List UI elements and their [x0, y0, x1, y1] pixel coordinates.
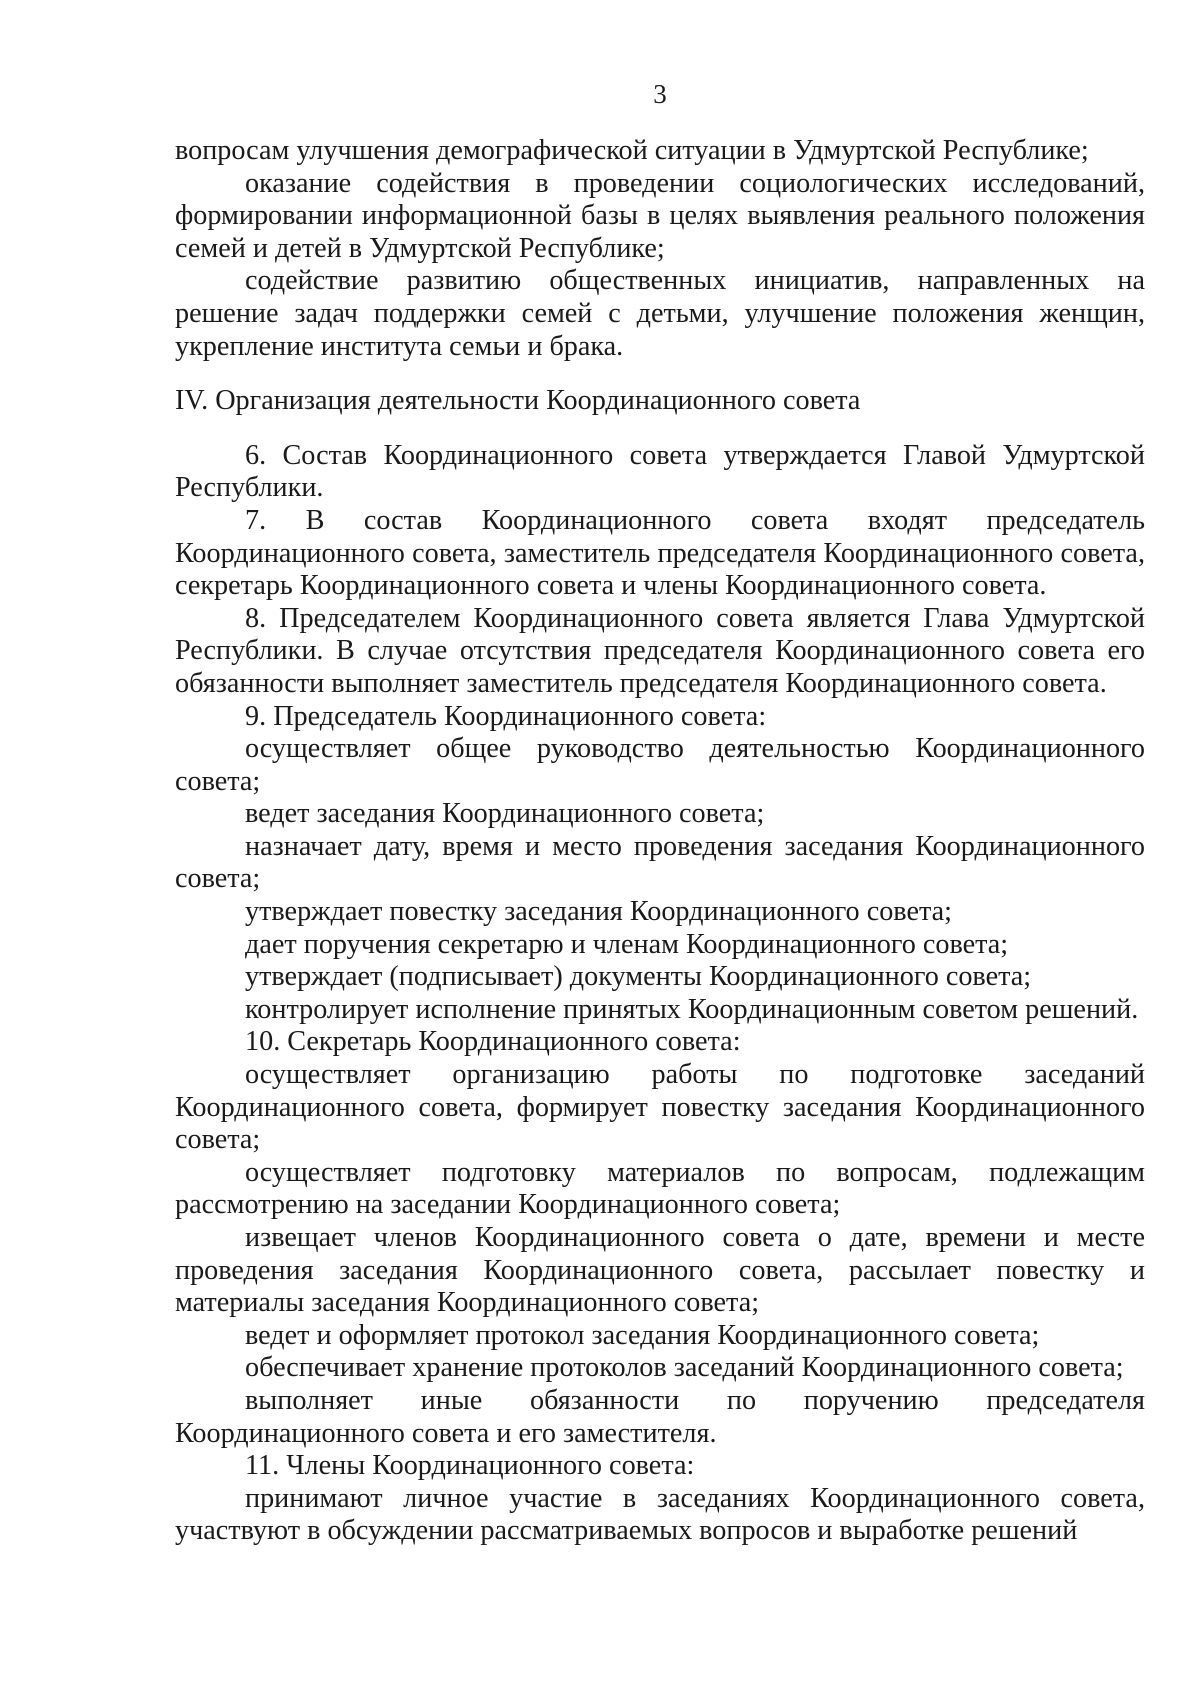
- paragraph: вопросам улучшения демографической ситуации в Удмуртской Республике;: [175, 135, 1089, 166]
- paragraph: содействие развитию общественных инициатив, направленных на решение задач поддержки семей с детьми, улучшение положения женщин, укрепление института семьи и брака.: [175, 265, 1145, 362]
- paragraph: выполняет иные обязанности по поручению председателя Координационного совета и его заместителя.: [175, 1384, 1145, 1449]
- document-body: [175, 135, 1145, 1548]
- paragraph: оказание содействия в проведении социологических исследований, формировании информационной базы в целях выявления реального положения семей и детей в Удмуртской Республике;: [175, 167, 1145, 264]
- paragraph: ведет и оформляет протокол заседания Координационного совета;: [245, 1319, 1040, 1351]
- paragraph: 8. Председателем Координационного совета является Глава Удмуртской Республики. В случае отсутствия председателя Координационного совета его обязанности выполняет заместитель председателя Координационного совета.: [175, 602, 1145, 699]
- paragraph: осуществляет организацию работы по подготовке заседаний Координационного совета, формирует повестку заседания Координационного совета;: [175, 1059, 1145, 1156]
- paragraph: назначает дату, время и место проведения заседания Координационного совета;: [175, 830, 1145, 895]
- paragraph: ведет заседания Координационного совета;: [245, 798, 765, 830]
- paragraph: 7. В состав Координационного совета входят председатель Координационного совета, заместитель председателя Координационного совета, секретарь Координационного совета и члены Координационного совета.: [175, 504, 1145, 602]
- paragraph: контролирует исполнение принятых Координационным советом решений.: [245, 993, 1139, 1025]
- paragraph: утверждает повестку заседания Координационного совета;: [245, 896, 952, 928]
- paragraph: 9. Председатель Координационного совета:: [245, 700, 767, 732]
- paragraph: 6. Состав Координационного совета утверждается Главой Удмуртской Республики.: [175, 439, 1145, 504]
- paragraph: 10. Секретарь Координационного совета:: [245, 1026, 741, 1058]
- paragraph: дает поручения секретарю и членам Координационного совета;: [245, 928, 1009, 960]
- paragraph: принимают личное участие в заседаниях Координационного совета, участвуют в обсуждении рассматриваемых вопросов и выработке решений: [175, 1482, 1145, 1547]
- paragraph: обеспечивает хранение протоколов заседаний Координационного совета;: [245, 1352, 1124, 1384]
- paragraph: извещает членов Координационного совета о дате, времени и месте проведения заседания Координационного совета, рассылает повестку и материалы заседания Координационного совета;: [175, 1222, 1145, 1319]
- paragraph: утверждает (подписывает) документы Координационного совета;: [245, 961, 1032, 993]
- paragraph: осуществляет общее руководство деятельностью Координационного совета;: [175, 733, 1145, 797]
- paragraph: осуществляет подготовку материалов по вопросам, подлежащим рассмотрению на заседании Координационного совета;: [175, 1156, 1145, 1221]
- paragraph: 11. Члены Координационного совета:: [245, 1450, 695, 1482]
- page-number: 3: [653, 79, 667, 109]
- section-heading: IV. Организация деятельности Координационного совета: [175, 385, 861, 417]
